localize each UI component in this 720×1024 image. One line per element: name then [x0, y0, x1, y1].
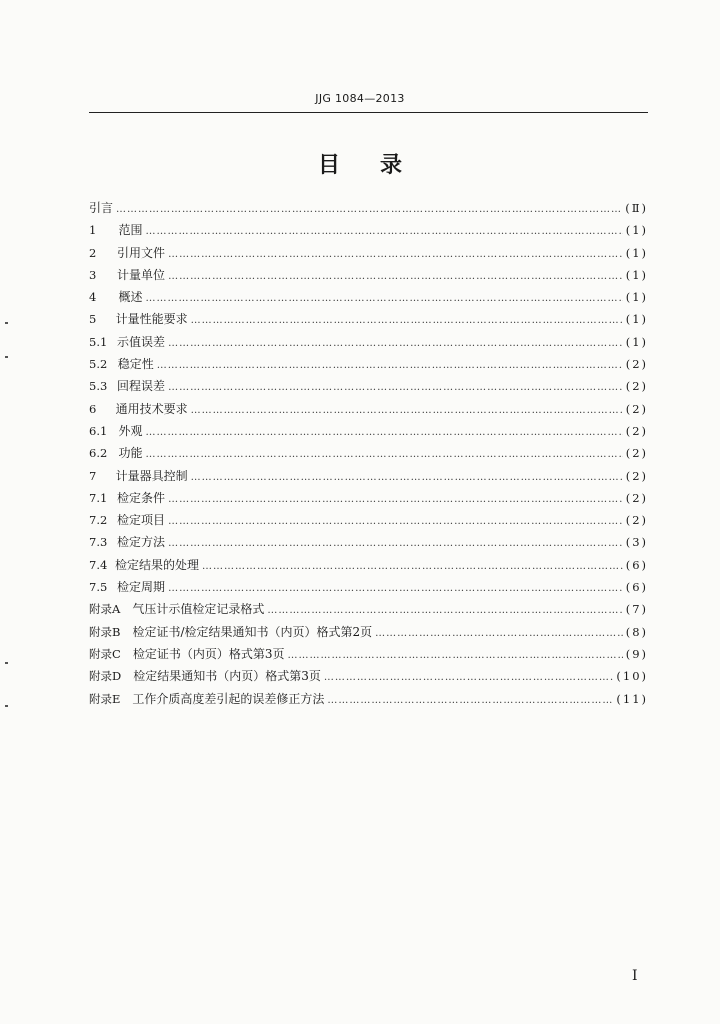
toc-leader-dots [191, 400, 623, 422]
toc-entry-label: 通用技术要求 [115, 401, 188, 416]
toc-entry-page: (8) [625, 624, 648, 639]
toc-leader-dots [191, 467, 623, 489]
toc-entry-number: 5 [89, 312, 97, 327]
toc-entry-page: (6) [625, 580, 648, 595]
table-of-contents [89, 197, 648, 710]
toc-leader-dots [157, 355, 623, 377]
toc-entry-number: 5.2 [89, 357, 108, 372]
toc-leader-dots [168, 533, 623, 555]
toc-entry-number: 附录E [89, 691, 121, 706]
toc-entry-label: 计量器具控制 [115, 468, 188, 483]
toc-entry[interactable] [89, 264, 648, 286]
toc-entry-number: 4 [89, 290, 97, 305]
toc-leader-dots [287, 645, 622, 667]
toc-entry[interactable] [89, 197, 648, 219]
toc-leader-dots [145, 422, 622, 444]
toc-entry-number: 3 [89, 267, 97, 282]
toc-leader-dots [375, 623, 623, 645]
toc-entry[interactable] [89, 219, 648, 241]
toc-entry[interactable] [89, 554, 648, 576]
scan-mark [5, 356, 8, 358]
toc-entry-number: 1 [89, 223, 97, 238]
toc-entry-label: 范围 [118, 223, 143, 238]
toc-entry[interactable] [89, 375, 648, 397]
toc-entry[interactable] [89, 331, 648, 353]
toc-entry-page: (2) [625, 379, 648, 394]
toc-entry-label: 检定周期 [117, 580, 166, 595]
toc-entry-number: 6.1 [89, 423, 108, 438]
toc-leader-dots [168, 377, 623, 399]
toc-leader-dots [267, 600, 622, 622]
toc-entry[interactable] [89, 465, 648, 487]
toc-entry-page: (2) [625, 468, 648, 483]
toc-entry-page: (10) [616, 669, 648, 684]
toc-entry[interactable] [89, 688, 648, 710]
toc-entry-number: 7.1 [89, 490, 108, 505]
toc-entry[interactable] [89, 420, 648, 442]
toc-entry-number: 7.3 [89, 535, 108, 550]
toc-leader-dots [145, 288, 622, 310]
toc-entry[interactable] [89, 598, 648, 620]
toc-entry-number: 附录B [89, 624, 121, 639]
toc-entry-label: 气压计示值检定记录格式 [132, 602, 265, 617]
toc-entry-label: 工作介质高度差引起的误差修正方法 [132, 691, 325, 706]
toc-entry-number: 7.5 [89, 580, 108, 595]
toc-entry-page: (2) [625, 490, 648, 505]
toc-entry-number: 5.1 [89, 334, 108, 349]
toc-leader-dots [168, 333, 623, 355]
toc-entry-page: (1) [625, 267, 648, 282]
toc-entry-label: 检定证书（内页）格式第3页 [132, 646, 285, 661]
toc-entry-label: 检定证书/检定结果通知书（内页）格式第2页 [132, 624, 373, 639]
toc-entry-page: (2) [625, 446, 648, 461]
toc-entry-label: 概述 [118, 290, 143, 305]
toc-entry-label: 检定条件 [117, 490, 166, 505]
toc-title: 目录 [317, 153, 442, 178]
toc-entry-label: 检定结果通知书（内页）格式第3页 [133, 669, 321, 684]
toc-leader-dots [191, 310, 623, 332]
toc-leader-dots [168, 511, 623, 533]
toc-entry-page: (6) [625, 557, 648, 572]
toc-entry-label: 引用文件 [117, 245, 166, 260]
toc-entry-number: 2 [89, 245, 97, 260]
toc-entry-page: (3) [625, 535, 648, 550]
toc-entry-label: 计量性能要求 [115, 312, 188, 327]
toc-entry-page: (2) [625, 513, 648, 528]
toc-entry[interactable] [89, 242, 648, 264]
toc-entry-page: (2) [625, 401, 648, 416]
header-rule [89, 112, 648, 113]
toc-leader-dots [145, 221, 622, 243]
toc-entry-page: (1) [625, 223, 648, 238]
toc-entry[interactable] [89, 621, 648, 643]
toc-entry[interactable] [89, 353, 648, 375]
toc-leader-dots [168, 578, 623, 600]
toc-entry-label: 计量单位 [117, 267, 166, 282]
toc-entry-page: (Ⅱ) [625, 201, 648, 215]
toc-leader-dots [145, 444, 622, 466]
toc-leader-dots [116, 199, 622, 221]
toc-leader-dots [327, 690, 613, 712]
toc-entry[interactable] [89, 487, 648, 509]
toc-leader-dots [202, 556, 623, 578]
toc-entry-number: 7.4 [89, 557, 108, 572]
toc-leader-dots [168, 489, 623, 511]
toc-entry-label: 外观 [118, 423, 143, 438]
toc-entry-label: 检定项目 [117, 513, 166, 528]
toc-entry-number: 附录A [89, 602, 121, 617]
scan-mark [5, 705, 8, 707]
scan-mark [5, 322, 8, 324]
toc-entry[interactable] [89, 531, 648, 553]
toc-entry-number: 附录C [89, 646, 121, 661]
toc-entry-label: 检定方法 [117, 535, 166, 550]
toc-entry-label: 引言 [89, 201, 114, 215]
toc-entry[interactable] [89, 643, 648, 665]
toc-entry-number: 附录D [89, 669, 122, 684]
toc-entry-page: (1) [625, 290, 648, 305]
toc-entry-number: 7 [89, 468, 97, 483]
toc-entry-label: 示值误差 [117, 334, 166, 349]
toc-entry[interactable] [89, 442, 648, 464]
toc-entry-page: (7) [625, 602, 648, 617]
toc-entry-page: (2) [625, 423, 648, 438]
toc-leader-dots [324, 667, 614, 689]
toc-entry-page: (9) [625, 646, 648, 661]
toc-entry-number: 6 [89, 401, 97, 416]
toc-entry-number: 6.2 [89, 446, 108, 461]
document-code: JJG 1084—2013 [315, 92, 405, 105]
toc-entry[interactable] [89, 308, 648, 330]
toc-entry-page: (2) [625, 357, 648, 372]
toc-leader-dots [168, 266, 623, 288]
scan-mark [5, 662, 8, 664]
toc-leader-dots [168, 244, 623, 266]
toc-entry[interactable] [89, 398, 648, 420]
toc-entry[interactable] [89, 576, 648, 598]
toc-entry-number: 5.3 [89, 379, 108, 394]
toc-entry-page: (1) [625, 334, 648, 349]
toc-entry-page: (1) [625, 245, 648, 260]
page-number: I [632, 968, 638, 984]
toc-entry[interactable] [89, 665, 648, 687]
toc-entry-page: (11) [616, 691, 648, 706]
toc-entry[interactable] [89, 509, 648, 531]
toc-entry-number: 7.2 [89, 513, 108, 528]
toc-entry-label: 功能 [118, 446, 143, 461]
toc-entry-label: 稳定性 [117, 357, 154, 372]
toc-entry-label: 检定结果的处理 [114, 557, 199, 572]
toc-entry[interactable] [89, 286, 648, 308]
toc-entry-page: (1) [625, 312, 648, 327]
toc-entry-label: 回程误差 [117, 379, 166, 394]
